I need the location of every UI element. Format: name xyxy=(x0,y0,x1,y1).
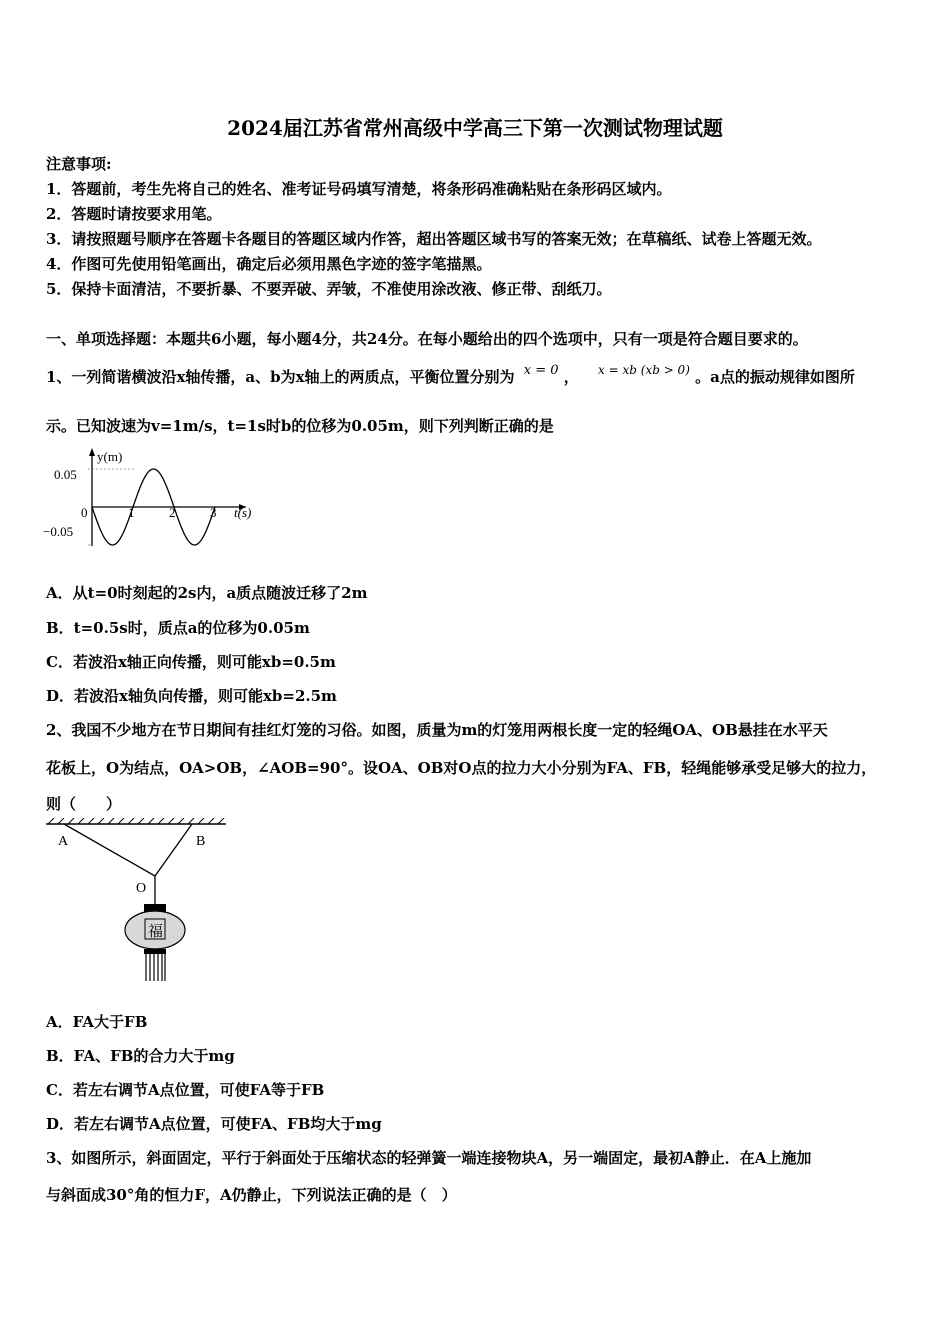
q1-line2: 示。已知波速为v=1m/s，t=1s时b的位移为0.05m，则下列判断正确的是 xyxy=(46,417,554,435)
q1-text-a: 1、一列简谐横波沿x轴传播，a、b为x轴上的两质点，平衡位置分别为 xyxy=(46,368,515,386)
notice-item: 2．答题时请按要求用笔。 xyxy=(46,205,222,223)
q2-option-c: C．若左右调节A点位置，可使FA等于FB xyxy=(46,1081,325,1099)
x-tick-label: 3 xyxy=(210,505,217,520)
q1-option-d: D．若波沿x轴负向传播，则可能xb=2.5m xyxy=(46,687,337,705)
q2-line2: 花板上，O为结点，OA>OB，∠AOB=90°。设OA、OB对O点的拉力大小分别为FA、FB，轻绳能够承受足够大的拉力， xyxy=(46,759,877,777)
label-b: B xyxy=(196,834,206,849)
notice-item: 1．答题前，考生先将自己的姓名、准考证号码填写清楚，将条形码准确粘贴在条形码区域内。 xyxy=(46,180,672,198)
notice-item: 5．保持卡面清洁，不要折暴、不要弄破、弄皱，不准使用涂改液、修正带、刮纸刀。 xyxy=(46,280,612,298)
q1-option-a: A．从t=0时刻起的2s内，a质点随波迁移了2m xyxy=(46,584,368,602)
q2-line3: 则（ ） xyxy=(46,795,122,813)
label-o: O xyxy=(136,881,147,896)
q1-text-b: 。a点的振动规律如图所 xyxy=(695,368,855,386)
q1-formula-xb: x = xb (xb > 0) xyxy=(598,363,690,377)
rope-oa xyxy=(64,824,155,876)
q1-option-c: C．若波沿x轴正向传播，则可能xb=0.5m xyxy=(46,653,336,671)
lantern-base xyxy=(144,949,166,954)
x-axis-label: t(s) xyxy=(234,505,252,520)
label-a: A xyxy=(58,834,69,849)
q2-option-d: D．若左右调节A点位置，可使FA、FB均大于mg xyxy=(46,1115,382,1133)
x-tick-label: 2 xyxy=(169,505,176,520)
x-tick-label: 0 xyxy=(81,505,88,520)
q3-line1: 3、如图所示，斜面固定，平行于斜面处于压缩状态的轻弹簧一端连接物块A，另一端固定，最初A静止．在A上施加 xyxy=(46,1149,812,1167)
y-axis-arrow xyxy=(89,448,95,456)
ceiling-hatching xyxy=(48,818,224,824)
q2-option-b: B．FA、FB的合力大于mg xyxy=(46,1047,235,1065)
y-tick-label: 0.05 xyxy=(54,467,77,482)
lantern-figure xyxy=(44,818,234,986)
notice-item: 3．请按照题号顺序在答题卡各题目的答题区域内作答，超出答题区域书写的答案无效；在草稿纸、试卷上答题无效。 xyxy=(46,230,822,248)
rope-ob xyxy=(155,824,192,876)
notice-heading: 注意事项: xyxy=(46,155,112,173)
q2-option-a: A．FA大于FB xyxy=(46,1013,148,1031)
x-tick-label: 1 xyxy=(128,505,135,520)
page-title: 2024届江苏省常州高级中学高三下第一次测试物理试题 xyxy=(227,116,723,140)
lantern-tassels xyxy=(146,954,165,981)
vibration-graph xyxy=(40,445,270,555)
q1-option-b: B．t=0.5s时，质点a的位移为0.05m xyxy=(46,619,310,637)
y-axis-label: y(m) xyxy=(97,449,123,464)
q1-line1 xyxy=(46,363,855,387)
q1-formula-xa: x = 0 xyxy=(523,363,559,378)
notice-item: 4．作图可先使用铅笔画出，确定后必须用黑色字迹的签字笔描黑。 xyxy=(46,255,492,273)
lantern-char: 福 xyxy=(148,924,164,940)
section-heading: 一、单项选择题：本题共6小题，每小题4分，共24分。在每小题给出的四个选项中，只有一项是符合题目要求的。 xyxy=(46,330,808,348)
y-tick-label: −0.05 xyxy=(43,524,74,539)
q3-line2: 与斜面成30°角的恒力F，A仍静止，下列说法正确的是（ ） xyxy=(46,1186,457,1204)
q2-line1: 2、我国不少地方在节日期间有挂红灯笼的习俗。如图，质量为m的灯笼用两根长度一定的轻绳OA、OB悬挂在水平天 xyxy=(46,721,828,739)
q1-separator: ， xyxy=(563,368,579,386)
